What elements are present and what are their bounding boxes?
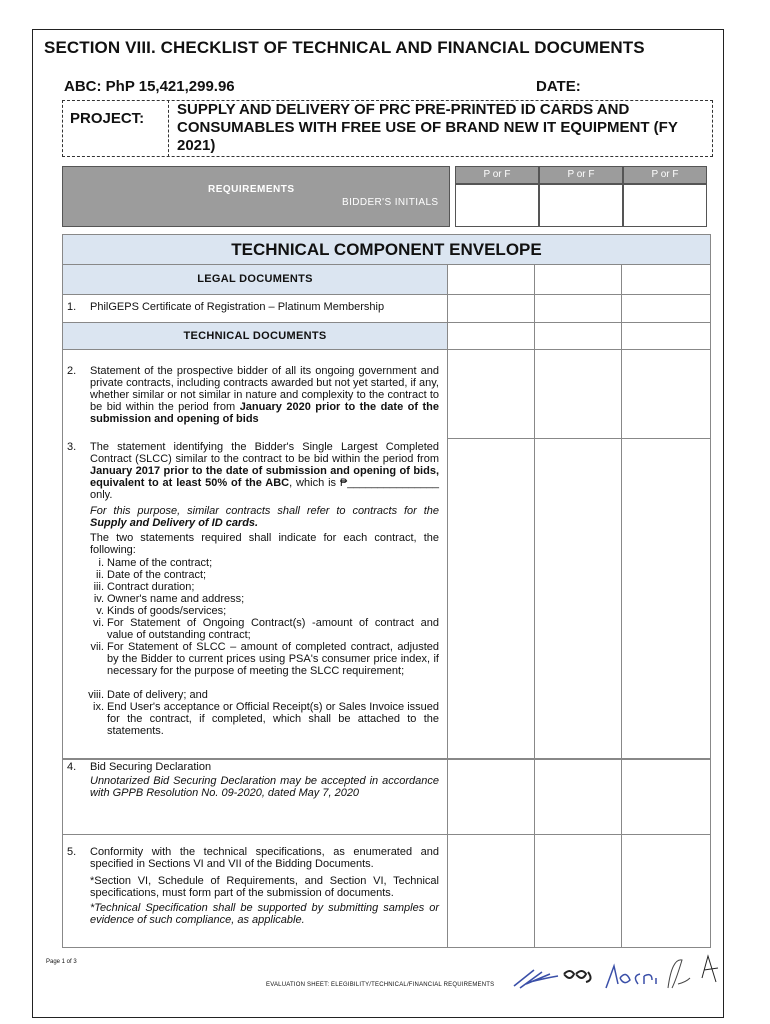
item-slcc-intro: The two statements required shall indicate for each contract, the following: xyxy=(90,532,439,556)
list-item: Date of the contract; xyxy=(107,569,207,581)
item-number: 3. xyxy=(67,441,77,453)
item-text-bold: January 2020 prior to the date of the submission and opening of bids xyxy=(90,401,440,425)
list-item-number: vii. xyxy=(90,641,104,653)
project-title: SUPPLY AND DELIVERY OF PRC PRE-PRINTED ID CARDS AND CONSUMABLES WITH FREE USE OF BRAND NEW IT EQUIPMENT (FY 2021) xyxy=(177,101,678,154)
column-divider xyxy=(447,265,448,948)
list-item-number: i. xyxy=(98,557,104,569)
pf-header-1: P or F xyxy=(455,166,539,184)
list-item: End User's acceptance or Official Receipt(s) or Sales Invoice issued for the contract, if completed, which shall be attached to the statements. xyxy=(107,701,439,737)
list-item-number: iv. xyxy=(93,593,104,605)
item-text-bold-italic: Supply and Delivery of ID cards. xyxy=(90,517,259,529)
page-number: Page 1 of 3 xyxy=(46,959,77,965)
abc-amount: ABC: PhP 15,421,299.96 xyxy=(64,78,235,95)
item-conformity: Conformity with the technical specifications, as enumerated and specified in Sections VI and VII of the Bidding Documents. xyxy=(90,846,439,870)
row-divider xyxy=(447,438,711,439)
list-item-number: v. xyxy=(96,605,104,617)
row-divider xyxy=(62,349,711,350)
item-text-italic: For this purpose, similar contracts shall refer to contracts for the xyxy=(90,505,439,517)
pf-header-2: P or F xyxy=(539,166,623,184)
item-conformity-note: *Section VI, Schedule of Requirements, and Section VI, Technical specifications, must form part of the submission of documents. xyxy=(90,875,439,899)
item-text: , which is ₱_______________ only. xyxy=(90,477,439,501)
list-item: Date of delivery; and xyxy=(107,689,208,701)
column-divider xyxy=(621,265,622,948)
initials-cell-1[interactable] xyxy=(455,184,539,227)
item-slcc-note xyxy=(90,505,439,529)
list-item-number: ii. xyxy=(96,569,104,581)
footer-title: EVALUATION SHEET: ELEGIBILITY/TECHNICAL/FINANCIAL REQUIREMENTS xyxy=(266,982,495,988)
item-text: The statement identifying the Bidder's Single Largest Completed Contract (SLCC) similar to the contract to be bid within the period from xyxy=(90,441,439,465)
list-item-number: viii. xyxy=(88,689,104,701)
pf-header-3: P or F xyxy=(623,166,707,184)
list-item: Owner's name and address; xyxy=(107,593,245,605)
item-number: 5. xyxy=(67,846,77,858)
legal-documents-header: LEGAL DOCUMENTS xyxy=(63,265,447,294)
item-text: Statement of the prospective bidder of all its ongoing government and private contracts, including contracts awarded but not yet started, if any, whether similar or not similar in nature and complexity to the contract to be bid within the period from xyxy=(90,365,439,413)
item-number: 2. xyxy=(67,365,77,377)
bidders-initials-label: BIDDER'S INITIALS xyxy=(342,197,439,208)
initials-cell-2[interactable] xyxy=(539,184,623,227)
list-item: Kinds of goods/services; xyxy=(107,605,227,617)
list-item-number: ix. xyxy=(93,701,104,713)
project-label: PROJECT: xyxy=(70,110,145,127)
item-slcc xyxy=(90,441,439,501)
envelope-title: TECHNICAL COMPONENT ENVELOPE xyxy=(231,240,542,259)
list-item: For Statement of Ongoing Contract(s) -amount of contract and value of outstanding contract; xyxy=(107,617,439,641)
page-title: SECTION VIII. CHECKLIST OF TECHNICAL AND FINANCIAL DOCUMENTS xyxy=(44,38,645,57)
list-item: Name of the contract; xyxy=(107,557,213,569)
technical-documents-header: TECHNICAL DOCUMENTS xyxy=(63,323,447,349)
handwritten-signatures xyxy=(506,948,726,998)
item-philgeps: PhilGEPS Certificate of Registration – Platinum Membership xyxy=(90,301,385,313)
requirements-label: REQUIREMENTS xyxy=(208,184,295,195)
item-text-bold: January 2017 prior to the date of submission and opening of bids, equivalent to at least 50% of the ABC xyxy=(90,465,439,489)
item-ongoing-contracts xyxy=(90,365,439,425)
column-divider xyxy=(534,265,535,948)
item-conformity-italic: *Technical Specification shall be supported by submitting samples or evidence of such compliance, as applicable. xyxy=(90,902,439,926)
initials-cell-3[interactable] xyxy=(623,184,707,227)
item-number: 4. xyxy=(67,761,77,773)
list-item: Contract duration; xyxy=(107,581,195,593)
project-divider xyxy=(168,100,169,157)
item-bid-securing-note: Unnotarized Bid Securing Declaration may be accepted in accordance with GPPB Resolution No. 09-2020, dated May 7, 2020 xyxy=(90,775,439,799)
date-label: DATE: xyxy=(536,78,581,95)
item-bid-securing: Bid Securing Declaration xyxy=(90,761,212,773)
list-item: For Statement of SLCC – amount of completed contract, adjusted by the Bidder to current prices using PSA's consumer price index, if necessary for the purpose of meeting the SLCC requirement; xyxy=(107,641,439,677)
row-divider xyxy=(62,294,711,295)
row-divider xyxy=(62,834,711,835)
item-number: 1. xyxy=(67,301,77,313)
row-divider xyxy=(62,759,711,760)
list-item-number: iii. xyxy=(93,581,104,593)
list-item-number: vi. xyxy=(93,617,104,629)
